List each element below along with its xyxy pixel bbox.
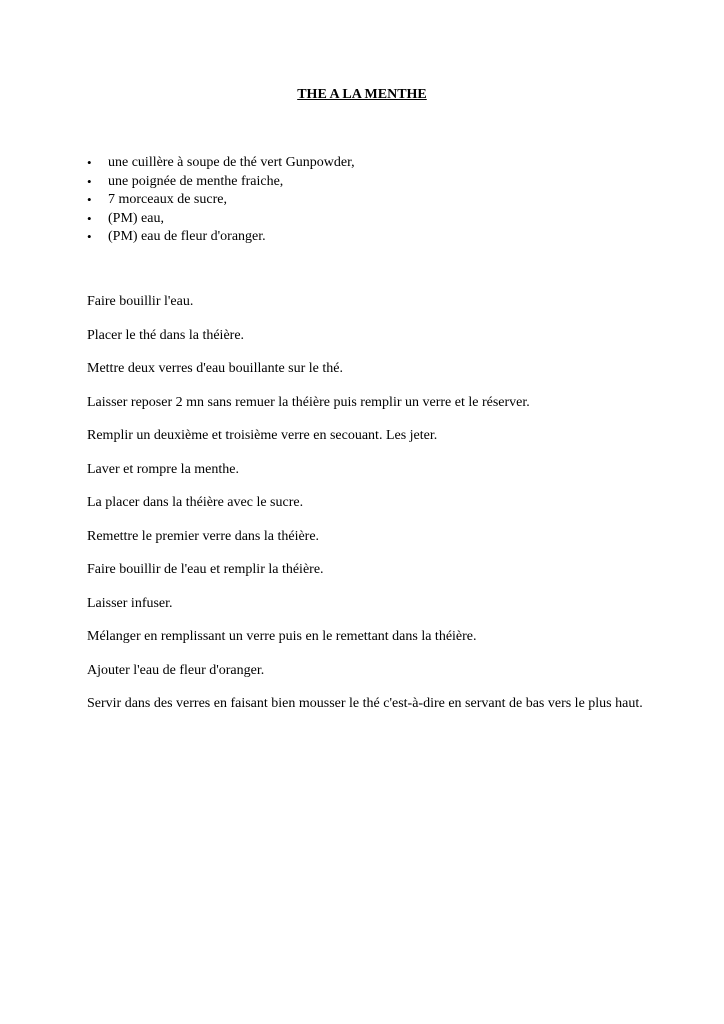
ingredients-list [87, 154, 355, 247]
bullet-icon: • [87, 210, 92, 226]
ingredient-text: (PM) eau, [108, 210, 164, 226]
ingredient-text: (PM) eau de fleur d'oranger. [108, 229, 266, 244]
bullet-icon: • [87, 192, 92, 207]
ingredient-text: une poignée de menthe fraiche, [108, 173, 284, 189]
step-paragraph: Remettre le premier verre dans la théière. [87, 528, 320, 544]
step-paragraph: Servir dans des verres en faisant bien mousser le thé c'est-à-dire en servant de bas vers le plus haut. [87, 696, 643, 711]
step-paragraph: Faire bouillir l'eau. [87, 294, 194, 309]
step-paragraph: Ajouter l'eau de fleur d'oranger. [87, 662, 265, 678]
step-paragraph: La placer dans la théière avec le sucre. [87, 495, 304, 510]
list-item [87, 154, 355, 173]
ingredient-text: 7 morceaux de sucre, [108, 192, 227, 207]
step-paragraph: Laver et rompre la menthe. [87, 461, 239, 477]
recipe-steps [87, 293, 647, 729]
step-paragraph: Remplir un deuxième et troisième verre en secouant. Les jeter. [87, 428, 438, 443]
step-paragraph: Laisser reposer 2 mn sans remuer la théière puis remplir un verre et le réserver. [87, 394, 530, 410]
list-item [87, 228, 355, 247]
ingredient-text: une cuillère à soupe de thé vert Gunpowder, [108, 155, 355, 170]
step-paragraph: Placer le thé dans la théière. [87, 327, 245, 343]
bullet-icon: • [87, 173, 92, 189]
step-paragraph: Mélanger en remplissant un verre puis en le remettant dans la théière. [87, 629, 477, 644]
list-item [87, 173, 355, 192]
step-paragraph: Faire bouillir de l'eau et remplir la théière. [87, 562, 324, 577]
step-paragraph: Mettre deux verres d'eau bouillante sur le thé. [87, 361, 343, 376]
page-title: THE A LA MENTHE [297, 87, 427, 102]
list-item [87, 191, 355, 210]
step-paragraph: Laisser infuser. [87, 595, 173, 611]
bullet-icon: • [87, 229, 92, 244]
list-item [87, 210, 355, 229]
bullet-icon: • [87, 155, 92, 170]
